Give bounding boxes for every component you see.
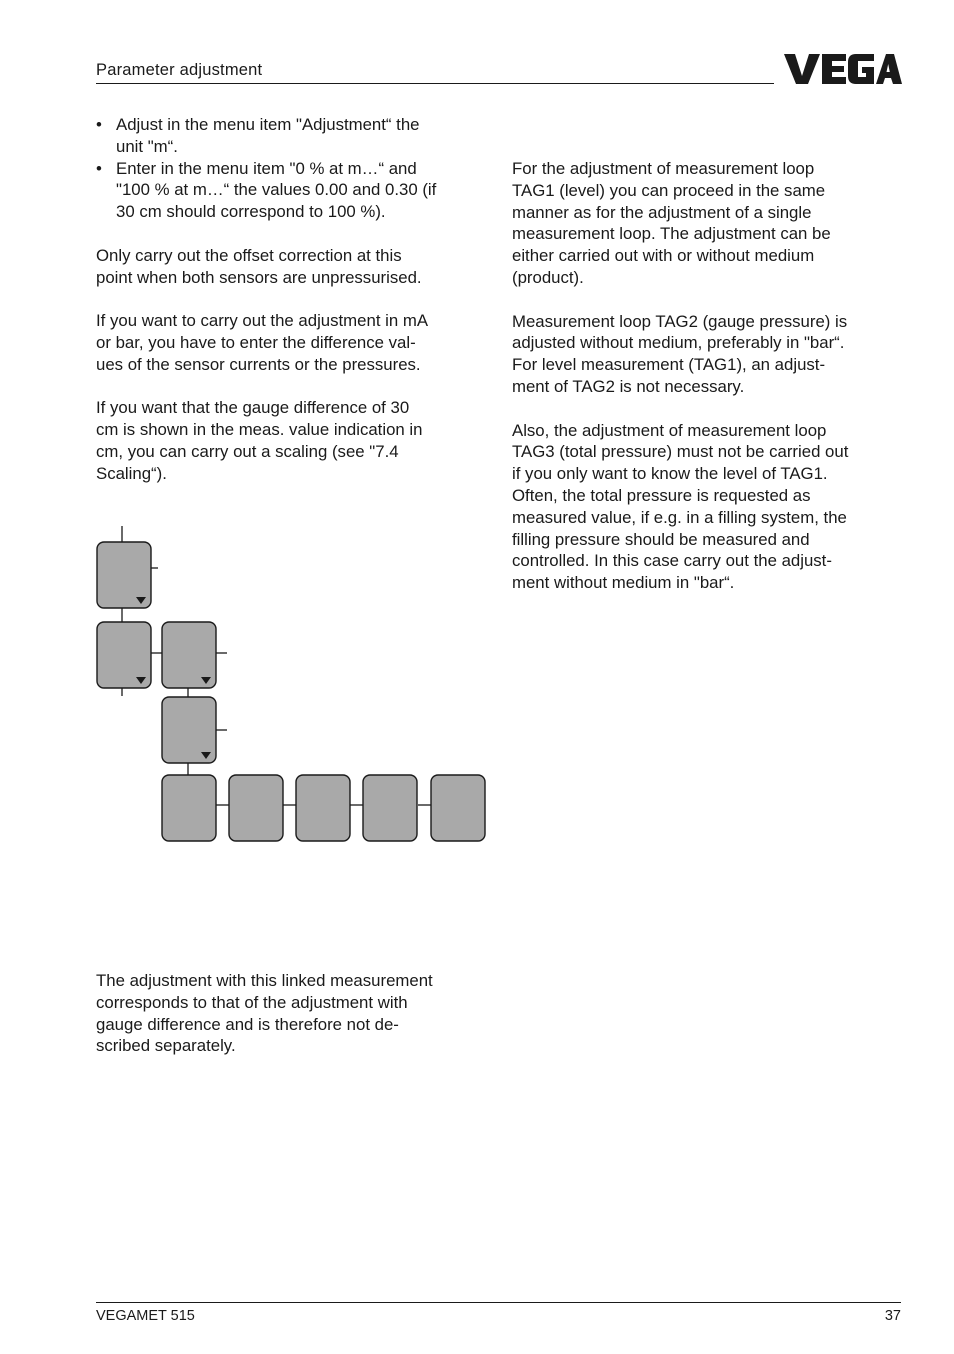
- paragraph-offset-correction: Only carry out the offset correction at this point when both sensors are unpressurised.: [96, 245, 422, 287]
- linked-measurement-note: [96, 970, 488, 1079]
- menu-box: [229, 775, 283, 841]
- paragraph-tag3-adjustment: Also, the adjustment of measurement loop TAG3 (total pressure) must not be carried out if you only want to know the level of TAG1. Often, the total pressure is requested as measured value, if e.g. in a filling system, the filling pressure should be measured and controlled. In this case carry out the adjust- ment without medium in "bar“.: [512, 420, 849, 593]
- bullet-icon: •: [96, 158, 102, 178]
- paragraph-tag2-adjustment: Measurement loop TAG2 (gauge pressure) is adjusted without medium, preferably in "bar“. For level measurement (TAG1), an adjust- ment of TAG2 is not necessary.: [512, 311, 848, 396]
- left-column: [96, 114, 488, 506]
- bullet-icon: •: [96, 115, 102, 134]
- list-item-text: Enter in the menu item "0 % at m…“ and "100 % at m…“ the values 0.00 and 0.30 (if 30 cm should correspond to 100 %).: [116, 158, 437, 222]
- menu-structure-diagram: [90, 522, 490, 847]
- menu-box: [296, 775, 350, 841]
- footer-rule: [96, 1302, 901, 1303]
- paragraph-scaling: If you want that the gauge difference of 30 cm is shown in the meas. value indication in cm, you can carry out a scaling (see "7.4 Scaling“).: [96, 398, 423, 483]
- page-number: 37: [884, 1308, 901, 1324]
- paragraph-linked-measurement: The adjustment with this linked measurement corresponds to that of the adjustment with gauge difference and is therefore not de- scribed separately.: [96, 971, 433, 1056]
- right-column: [512, 158, 904, 616]
- menu-box: [431, 775, 485, 841]
- section-title: Parameter adjustment: [96, 61, 263, 79]
- paragraph-tag1-adjustment: For the adjustment of measurement loop TAG1 (level) you can proceed in the same manner as for the adjustment of a single measurement loop. The adjustment can be either carried out with or without medium (product).: [512, 159, 831, 287]
- instruction-list: [96, 114, 488, 223]
- list-item: [96, 114, 488, 158]
- document-name: VEGAMET 515: [96, 1308, 195, 1324]
- vega-logo: [782, 52, 902, 86]
- list-item-text: Adjust in the menu item "Adjustment“ the unit "m“.: [116, 115, 420, 156]
- menu-box: [363, 775, 417, 841]
- paragraph-adjustment-ma-bar: If you want to carry out the adjustment in mA or bar, you have to enter the difference val- ues of the sensor currents or the pressures.: [96, 311, 429, 374]
- list-item: [96, 158, 488, 223]
- menu-box: [162, 775, 216, 841]
- header-rule: [96, 83, 774, 84]
